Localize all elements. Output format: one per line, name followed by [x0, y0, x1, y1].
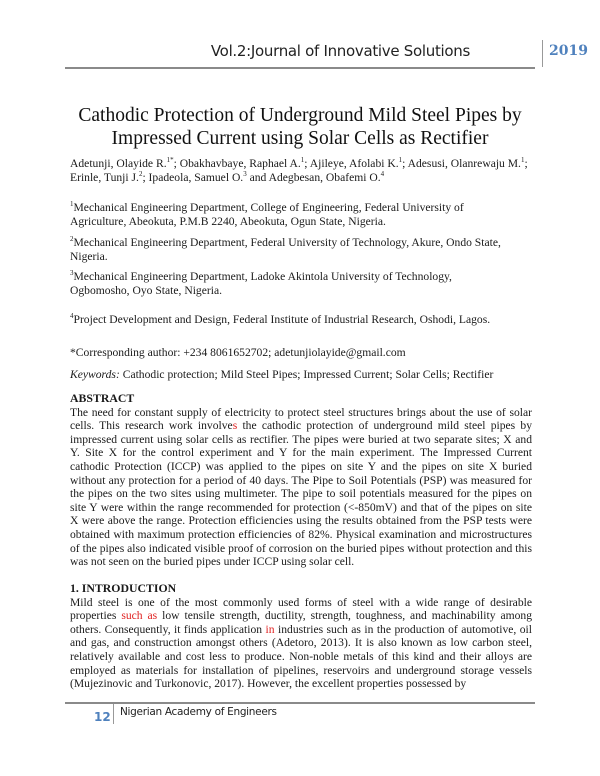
- affiliation-4: $^4$Project Development and Design, Federal Institute of Industrial Research, Oshodi, Lagos.: [70, 312, 491, 326]
- introduction-text: Mild steel is one of the most commonly used forms of steel with a wide range of desirable properties such as low tensile strength, ductility, strength, toughness, and machinability among others. Consequently, it finds application in industries such as in the production of automotive, oil and gas, and construction amongst others (Adetoro, 2013). It is also known as low carbon steel, relatively available and cost less to produce. Non-noble metals of this kind and their alloys are employed as materials for installation of pipelines, reservoirs and underground storage vessels (Mujezinovic and Turkonovic, 2017). However, the excellent properties possessed by: [70, 595, 533, 691]
- abstract-heading: ABSTRACT: [70, 391, 135, 405]
- journal-name: Vol.2:Journal of Innovative Solutions: [210, 42, 470, 60]
- affiliation-2: $^2$Mechanical Engineering Department, Federal University of Technology, Akure, Ondo State, Nigeria.: [70, 235, 501, 263]
- keywords: Keywords: Cathodic protection; Mild Steel Pipes; Impressed Current; Solar Cells; Rectifier: [70, 368, 494, 381]
- affiliation-1: $^1$Mechanical Engineering Department, College of Engineering, Federal University of Agriculture, Abeokuta, P.M.B 2240, Abeokuta, Ogun State, Nigeria.: [70, 200, 464, 228]
- author-list: Adetunji, Olayide R.$^{1*}$; Obakhavbaye, Raphael A.$^1$; Ajileye, Afolabi K.$^1$; Adesusi, Olanrewaju M.$^1$; Erinle, Tunji J.$^2$; Ipadeola, Samuel O.$^3$ and Adegbesan, Obafemi O.$^4$: [70, 156, 528, 184]
- header-divider: [542, 40, 543, 67]
- footer-divider: [113, 704, 114, 724]
- footer-rule: [65, 702, 535, 704]
- footer-publisher: Nigerian Academy of Engineers: [120, 706, 277, 718]
- introduction-heading: 1. INTRODUCTION: [70, 581, 177, 595]
- journal-year: 2019: [549, 43, 588, 59]
- abstract-text: The need for constant supply of electricity to protect steel structures brings about the use of solar cells. This research work involves the cathodic protection of underground mild steel pipes by impressed current using solar cells as rectifier. The pipes were buried at two separate sites; X and Y. Site X for the control experiment and Y for the main experiment. The Impressed Current cathodic Protection (ICCP) was applied to the pipes on site Y and the pipes on site X buried without any protection for a period of 40 days. The Pipe to Soil Potentials (PSP) was measured for the pipes on the two sites using multimeter. The pipe to soil potentials measured for the pipes on site Y were within the range recommended for protection (<-850mV) and that of the pipes on site X were above the range. Protection efficiencies using the results obtained from the PSP tests were obtained with maximum protection efficiencies of 82%. Physical examination and microstructures of the pipes also indicated visible proof of corrosion on the buried pipes without protection and this was not seen on the buried pipes under ICCP using solar cell.: [70, 405, 532, 569]
- running-header: [65, 40, 588, 69]
- paper-title: Cathodic Protection of Underground Mild Steel Pipes by Impressed Current using Solar Cells as Rectifier: [78, 105, 522, 149]
- page-number: 12: [94, 710, 111, 724]
- abstract-section: [70, 392, 532, 569]
- corresponding-author: *Corresponding author: +234 8061652702; adetunjiolayide@gmail.com: [70, 346, 406, 359]
- introduction-section: [70, 582, 532, 691]
- affiliation-3: $^3$Mechanical Engineering Department, Ladoke Akintola University of Technology, Ogbomosho, Oyo State, Nigeria.: [70, 269, 452, 297]
